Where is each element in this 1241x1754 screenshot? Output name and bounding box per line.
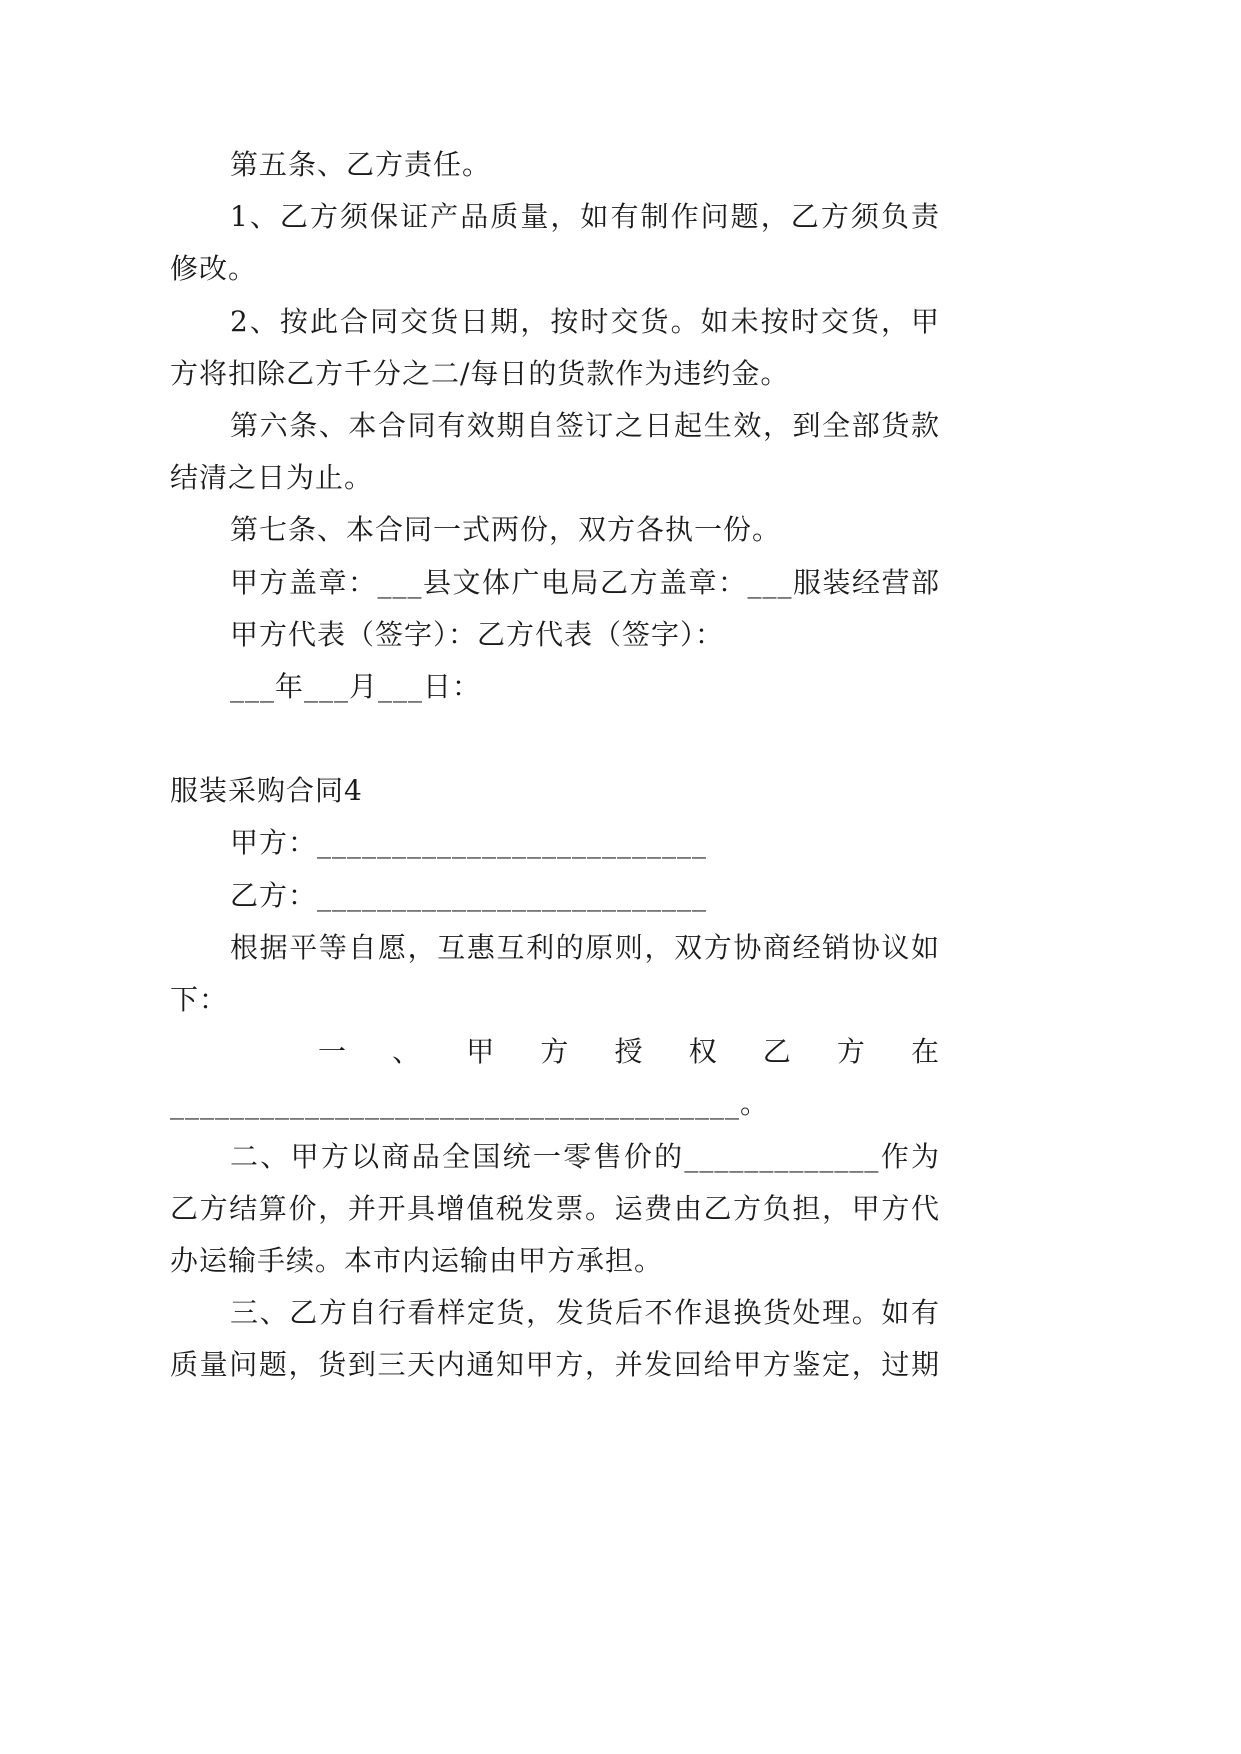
article6-line: 第六条、本合同有效期自签订之日起生效，到全部货款 bbox=[230, 408, 940, 442]
party-b-line: 乙方：__________________________ bbox=[230, 878, 708, 912]
article6-line: 结清之日为止。 bbox=[170, 461, 374, 495]
clause2-line: 乙方结算价，并开具增值税发票。运费由乙方负担，甲方代 bbox=[170, 1191, 940, 1225]
article5-item2-line: 方将扣除乙方千分之二/每日的货款作为违约金。 bbox=[170, 356, 790, 390]
preamble-line: 根据平等自愿，互惠互利的原则，双方协商经销协议如 bbox=[230, 930, 940, 964]
clause1-line: ______________________________________。 bbox=[170, 1087, 770, 1121]
representatives-line: 甲方代表（签字）：乙方代表（签字）： bbox=[230, 617, 725, 651]
clause2-line: 二、甲方以商品全国统一零售价的_____________作为 bbox=[230, 1139, 940, 1173]
article5-item1-line: 修改。 bbox=[170, 252, 258, 286]
blank-line bbox=[170, 713, 940, 765]
seals-line: 甲方盖章：___县文体广电局乙方盖章：___服装经营部 bbox=[230, 565, 940, 599]
clause3-line: 三、乙方自行看样定货，发货后不作退换货处理。如有 bbox=[230, 1296, 940, 1330]
article5-item2-line: 2、按此合同交货日期，按时交货。如未按时交货，甲 bbox=[230, 304, 940, 338]
clause3-line: 质量问题，货到三天内通知甲方，并发回给甲方鉴定，过期 bbox=[170, 1348, 940, 1382]
article5-item1-line: 1、乙方须保证产品质量，如有制作问题，乙方须负责 bbox=[230, 200, 940, 234]
contract-title: 服装采购合同4 bbox=[170, 774, 363, 808]
article5-heading: 第五条、乙方责任。 bbox=[230, 148, 492, 181]
clause2-line: 办运输手续。本市内运输由甲方承担。 bbox=[170, 1243, 664, 1277]
article7-line: 第七条、本合同一式两份，双方各执一份。 bbox=[230, 513, 782, 547]
document-body bbox=[170, 139, 940, 1392]
party-a-line: 甲方：__________________________ bbox=[230, 826, 708, 860]
date-line: ___年___月___日： bbox=[230, 669, 482, 703]
preamble-line: 下： bbox=[170, 983, 229, 1016]
clause1-line: 一、甲方授权乙方在 bbox=[318, 1035, 940, 1069]
